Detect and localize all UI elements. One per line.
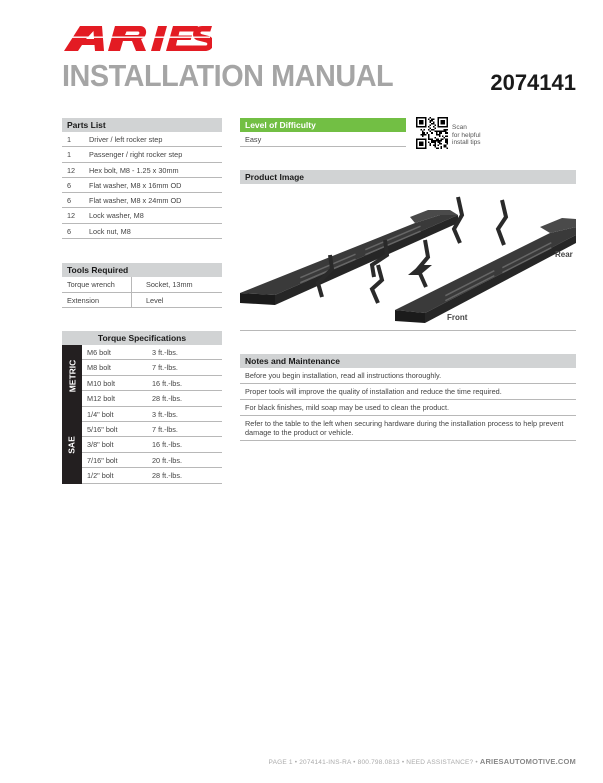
part-description: Lock nut, M8 — [89, 226, 131, 236]
torque-value: 3 ft.-lbs. — [152, 409, 178, 419]
torque-bolt: 5/16" bolt — [87, 424, 118, 434]
torque-value: 7 ft.-lbs. — [152, 424, 178, 434]
torque-value: 20 ft.-lbs. — [152, 455, 183, 465]
part-description: Passenger / right rocker step — [89, 150, 183, 160]
torque-specifications — [62, 331, 222, 484]
torque-row — [82, 391, 222, 406]
part-number: 2074141 — [490, 70, 576, 95]
torque-row — [82, 468, 222, 483]
torque-row — [82, 360, 222, 375]
part-description: Hex bolt, M8 - 1.25 x 30mm — [89, 165, 179, 175]
tools-required — [62, 263, 222, 308]
tool-item: Torque wrench — [62, 277, 132, 292]
part-qty: 12 — [67, 165, 76, 175]
note-item: Refer to the table to the left when securing hardware during the installation process to help prevent damage to the product or vehicle. — [240, 416, 576, 441]
aries-logo — [62, 22, 212, 52]
torque-bolt: 1/4" bolt — [87, 409, 114, 419]
torque-row — [82, 422, 222, 437]
tool-item: Extension — [62, 293, 132, 308]
parts-list-row — [62, 208, 222, 223]
difficulty-value: Easy — [240, 132, 406, 147]
difficulty-section — [240, 118, 406, 147]
torque-value: 16 ft.-lbs. — [152, 440, 183, 450]
torque-value: 7 ft.-lbs. — [152, 363, 178, 373]
part-qty: 1 — [67, 135, 72, 144]
parts-list-row — [62, 132, 222, 147]
torque-value: 28 ft.-lbs. — [152, 471, 183, 481]
part-description: Flat washer, M8 x 16mm OD — [89, 180, 182, 190]
qr-scan-text — [452, 124, 481, 147]
torque-bolt: 7/16" bolt — [87, 455, 118, 465]
rear-label: Rear — [555, 250, 573, 259]
torque-bolt: M8 bolt — [87, 363, 111, 373]
torque-group-metric — [62, 345, 222, 407]
product-image-divider — [240, 330, 576, 331]
torque-value: 28 ft.-lbs. — [152, 394, 183, 404]
part-qty: 12 — [67, 211, 76, 221]
torque-bolt: M6 bolt — [87, 348, 111, 357]
parts-list-row — [62, 163, 222, 178]
parts-list-row — [62, 224, 222, 239]
parts-list-row — [62, 147, 222, 162]
footer — [269, 757, 576, 766]
torque-group-sae — [62, 407, 222, 484]
torque-row — [82, 345, 222, 360]
torque-bolt: M10 bolt — [87, 378, 115, 388]
torque-bolt: M12 bolt — [87, 394, 115, 404]
qr-text-line: install tips — [452, 139, 481, 146]
qr-text-line: Scan — [452, 124, 467, 131]
product-image-header: Product Image — [240, 170, 576, 184]
tool-item: Socket, 13mm — [146, 280, 193, 289]
note-item: Proper tools will improve the quality of installation and reduce the time required. — [240, 384, 576, 400]
product-image-section — [240, 170, 576, 184]
manual-title: INSTALLATION MANUAL — [62, 58, 394, 93]
qr-code[interactable] — [416, 117, 448, 149]
front-board-illustration — [372, 200, 576, 323]
torque-specs-header: Torque Specifications — [62, 331, 222, 345]
notes-header: Notes and Maintenance — [240, 354, 576, 368]
qr-text-line: for helpful — [452, 131, 481, 139]
part-qty: 6 — [67, 180, 72, 190]
front-label: Front — [447, 313, 468, 322]
part-qty: 6 — [67, 196, 72, 206]
parts-list-row — [62, 193, 222, 208]
notes-section — [240, 354, 576, 441]
torque-value: 16 ft.-lbs. — [152, 378, 183, 388]
difficulty-header: Level of Difficulty — [240, 118, 406, 132]
torque-row — [82, 407, 222, 422]
footer-text: PAGE 1 • 2074141-INS-RA • 800.798.0813 • NEED ASSISTANCE? • — [268, 759, 480, 766]
part-qty: 6 — [67, 226, 72, 236]
note-item: Before you begin installation, read all instructions thoroughly. — [240, 368, 576, 384]
parts-list-header: Parts List — [62, 118, 222, 132]
part-description: Driver / left rocker step — [89, 135, 163, 144]
tool-item: Level — [146, 295, 164, 305]
parts-list-row — [62, 178, 222, 193]
torque-bolt: 1/2" bolt — [87, 471, 114, 481]
part-description: Flat washer, M8 x 24mm OD — [89, 196, 182, 206]
torque-row — [82, 376, 222, 391]
parts-list — [62, 118, 222, 239]
tools-required-header: Tools Required — [62, 263, 222, 277]
part-qty: 1 — [67, 150, 72, 160]
note-item: For black finishes, mild soap may be used to clean the product. — [240, 400, 576, 416]
torque-value: 3 ft.-lbs. — [152, 348, 178, 357]
torque-group-label: SAE — [62, 407, 82, 484]
running-boards-image — [240, 185, 576, 330]
part-description: Lock washer, M8 — [89, 211, 144, 221]
tool-row — [62, 293, 222, 309]
torque-row — [82, 453, 222, 468]
torque-row — [82, 437, 222, 452]
torque-bolt: 3/8" bolt — [87, 440, 114, 450]
torque-group-label: METRIC — [62, 345, 82, 407]
tool-row — [62, 277, 222, 293]
footer-url[interactable]: ARIESAUTOMOTIVE.COM — [479, 757, 576, 766]
